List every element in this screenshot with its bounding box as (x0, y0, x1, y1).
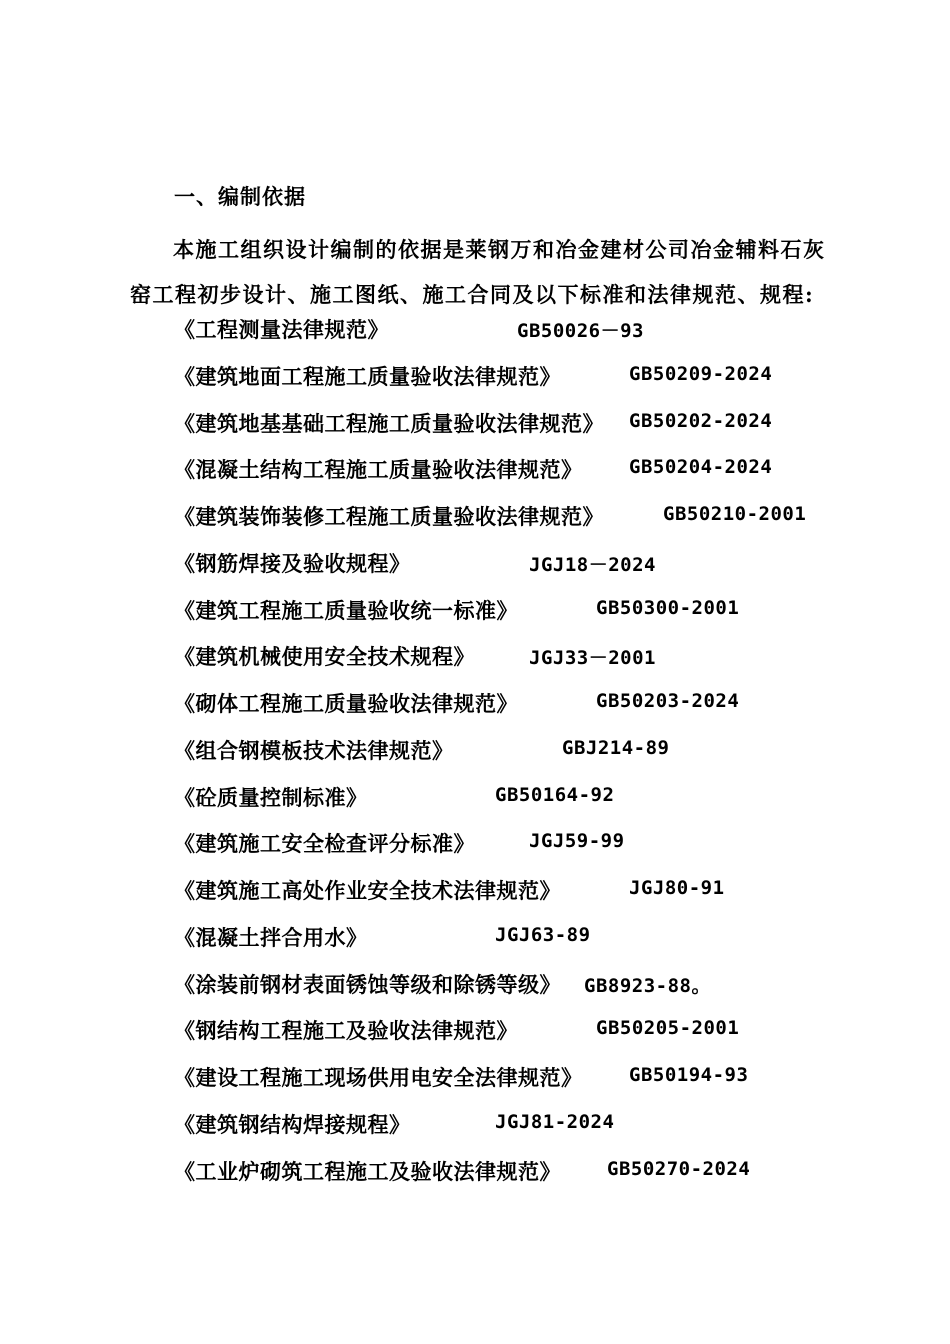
standard-code: GB50204-2024 (629, 456, 773, 479)
standard-item (174, 591, 874, 638)
standard-title: 《组合钢模板技术法律规范》 (174, 737, 454, 763)
standard-item (174, 965, 874, 1012)
standard-item (174, 1058, 874, 1105)
standard-title: 《建设工程施工现场供用电安全法律规范》 (174, 1065, 583, 1090)
standard-item (174, 1152, 874, 1199)
standard-code: GB50209-2024 (629, 362, 773, 385)
standards-list (174, 310, 874, 1198)
standard-title: 《工业炉砌筑工程施工及验收法律规范》 (174, 1158, 561, 1184)
standard-code: GB50026－93 (517, 320, 644, 342)
standard-title: 《钢结构工程施工及验收法律规范》 (174, 1018, 518, 1044)
standard-code: JGJ81-2024 (495, 1110, 615, 1133)
standard-title: 《建筑地基基础工程施工质量验收法律规范》 (174, 410, 604, 436)
standard-code: JGJ18－2024 (529, 553, 656, 576)
standard-title: 《建筑工程施工质量验收统一标准》 (174, 597, 518, 623)
standard-title: 《钢筋焊接及验收规程》 (174, 550, 411, 576)
standard-code: JGJ80-91 (629, 877, 725, 899)
standard-item (174, 637, 874, 684)
standard-code: GB50194-93 (629, 1064, 749, 1086)
standard-code: GB50270-2024 (607, 1157, 751, 1180)
standard-code: GB50164-92 (495, 783, 615, 806)
standard-item (174, 310, 874, 357)
standard-item (174, 871, 874, 918)
standard-title: 《建筑钢结构焊接规程》 (174, 1111, 411, 1137)
standard-item (174, 731, 874, 778)
standard-code: GB50210-2001 (663, 503, 807, 525)
standard-code: JGJ59-99 (529, 830, 625, 853)
standard-item (174, 450, 874, 497)
standard-title: 《混凝土拌合用水》 (174, 924, 368, 950)
standard-item (174, 918, 874, 965)
standard-title: 《建筑施工高处作业安全技术法律规范》 (174, 878, 561, 903)
standard-code: JGJ33－2001 (529, 647, 656, 670)
standard-code: GB50202-2024 (629, 409, 773, 432)
standard-code: JGJ63-89 (495, 923, 591, 946)
standard-title: 《涂装前钢材表面锈蚀等级和除锈等级》 (174, 971, 561, 997)
standard-item (174, 824, 874, 871)
standard-title: 《砌体工程施工质量验收法律规范》 (174, 691, 518, 716)
standard-item (174, 404, 874, 451)
standard-title: 《混凝土结构工程施工质量验收法律规范》 (174, 457, 583, 483)
standard-code: GBJ214-89 (562, 736, 670, 759)
standard-item (174, 1105, 874, 1152)
standard-title: 《建筑装饰装修工程施工质量验收法律规范》 (174, 504, 604, 529)
intro-line-1: 本施工组织设计编制的依据是莱钢万和冶金建材公司冶金辅料石灰 (173, 237, 826, 262)
standard-item (174, 497, 874, 544)
standard-item (174, 684, 874, 731)
section-heading: 一、编制依据 (174, 184, 306, 209)
standard-title: 《建筑地面工程施工质量验收法律规范》 (174, 363, 561, 389)
standard-item (174, 544, 874, 591)
standard-item (174, 357, 874, 404)
standard-title: 《建筑机械使用安全技术规程》 (174, 644, 475, 670)
standard-code: GB50205-2001 (596, 1017, 740, 1040)
standard-code: GB50300-2001 (596, 596, 740, 619)
intro-paragraph (130, 227, 850, 317)
standard-title: 《建筑施工安全检查评分标准》 (174, 831, 475, 857)
standard-item (174, 778, 874, 825)
intro-line-2: 窑工程初步设计、施工图纸、施工合同及以下标准和法律规范、规程: (130, 282, 815, 307)
standard-title: 《砼质量控制标准》 (174, 784, 368, 810)
standard-code: GB8923-88。 (584, 974, 711, 997)
standard-code: GB50203-2024 (596, 690, 740, 712)
standard-title: 《工程测量法律规范》 (174, 317, 389, 342)
standard-item (174, 1011, 874, 1058)
